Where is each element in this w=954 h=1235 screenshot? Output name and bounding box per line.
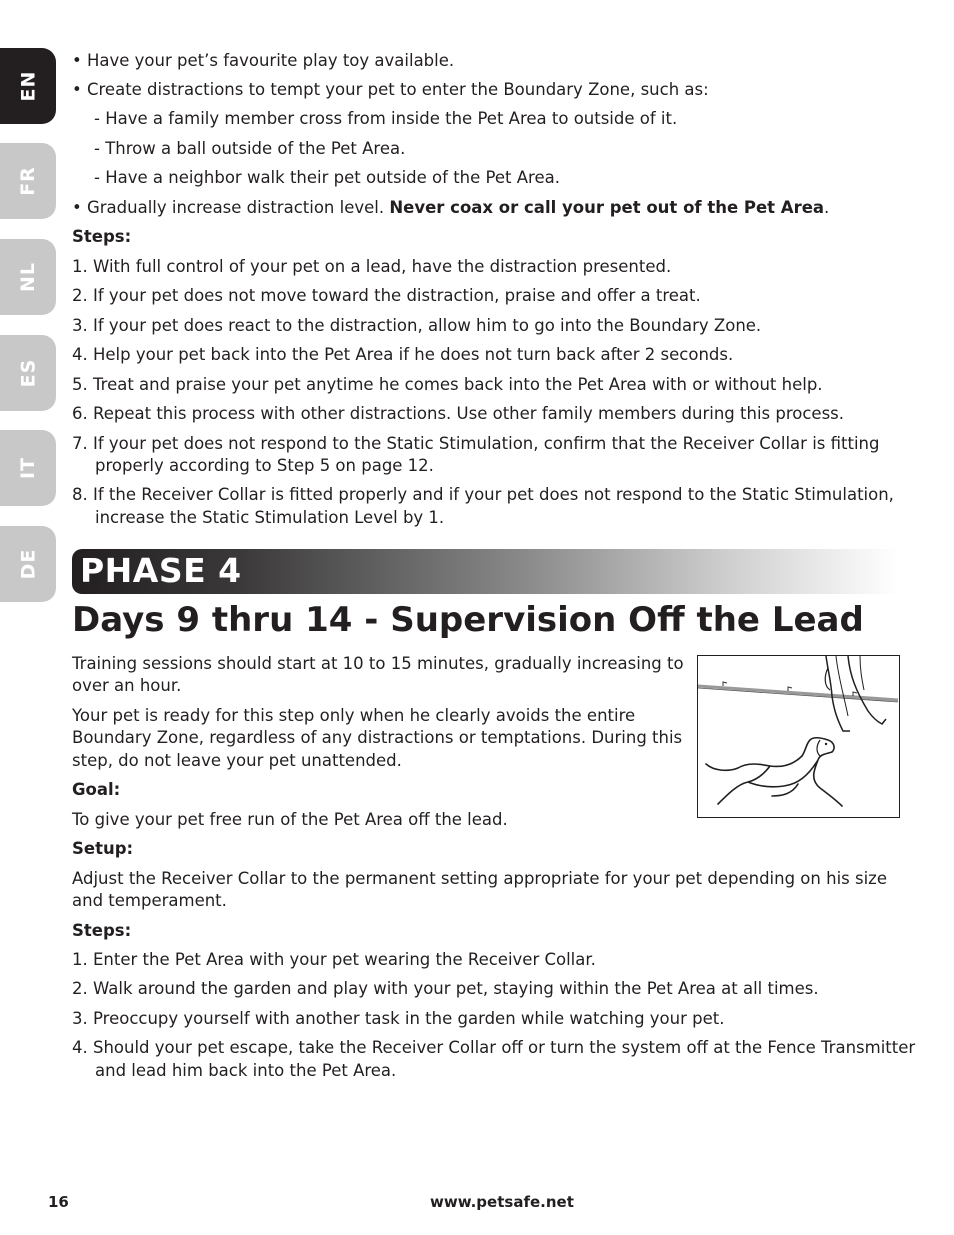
sub-item: - Throw a ball outside of the Pet Area. <box>94 139 406 158</box>
step-item: 7. If your pet does not respond to the Static Stimulation, confirm that the Receiver Collar is fitting <box>72 434 880 453</box>
step-item: 1. With full control of your pet on a lead, have the distraction presented. <box>72 257 672 276</box>
section-heading: Days 9 thru 14 - Supervision Off the Lead <box>72 600 864 640</box>
paragraph-line: Training sessions should start at 10 to 15 minutes, gradually increasing to <box>72 654 684 673</box>
step-item: 4. Help your pet back into the Pet Area if he does not turn back after 2 seconds. <box>72 345 734 364</box>
phase-title: PHASE 4 <box>80 551 242 590</box>
setup-text-cont: and temperament. <box>72 891 227 910</box>
tab-label: DE <box>16 548 39 580</box>
paragraph-line: step, do not leave your pet unattended. <box>72 751 402 770</box>
bullet-text: Have your pet’s favourite play toy available. <box>86 51 455 70</box>
step-item: 2. Walk around the garden and play with your pet, staying within the Pet Area at all times. <box>72 979 819 998</box>
paragraph-line: Your pet is ready for this step only when he clearly avoids the entire <box>72 706 636 725</box>
tab-label: NL <box>16 261 39 293</box>
bullet-item: • Create distractions to tempt your pet to enter the Boundary Zone, such as: <box>72 80 709 99</box>
sub-item: - Have a neighbor walk their pet outside of the Pet Area. <box>94 168 560 187</box>
steps-label: Steps: <box>72 227 132 246</box>
tab-nl[interactable] <box>0 239 56 315</box>
step-item: 8. If the Receiver Collar is fitted properly and if your pet does not respond to the Static Stimulation, <box>72 485 894 504</box>
footer-url[interactable]: www.petsafe.net <box>430 1193 574 1211</box>
steps-label: Steps: <box>72 921 132 940</box>
bullet-item: • Have your pet’s favourite play toy available. <box>72 51 455 70</box>
tab-label: FR <box>16 166 39 196</box>
tab-label: ES <box>16 358 39 388</box>
step-item-cont: and lead him back into the Pet Area. <box>95 1061 397 1080</box>
page-number: 16 <box>48 1193 69 1211</box>
tab-de[interactable] <box>0 526 56 602</box>
step-item: 3. If your pet does react to the distraction, allow him to go into the Boundary Zone. <box>72 316 762 335</box>
setup-label: Setup: <box>72 839 134 858</box>
tab-it[interactable] <box>0 430 56 506</box>
step-item: 3. Preoccupy yourself with another task in the garden while watching your pet. <box>72 1009 725 1028</box>
paragraph-line: Boundary Zone, regardless of any distractions or temptations. During this <box>72 728 683 747</box>
step-item: 4. Should your pet escape, take the Receiver Collar off or turn the system off at the Fence Transmitter <box>72 1038 916 1057</box>
warning-text: Never coax or call your pet out of the Pet Area <box>389 198 825 217</box>
step-item-cont: increase the Static Stimulation Level by 1. <box>95 508 445 527</box>
step-item: 2. If your pet does not move toward the distraction, praise and offer a treat. <box>72 286 701 305</box>
illustration-svg <box>698 656 899 817</box>
tab-label: IT <box>17 456 39 480</box>
tab-label: EN <box>16 70 39 102</box>
bullet-item: • Gradually increase distraction level. Never coax or call your pet out of the Pet Area. <box>72 198 830 217</box>
tab-en[interactable] <box>0 48 56 124</box>
goal-label: Goal: <box>72 780 121 799</box>
sub-item: - Have a family member cross from inside the Pet Area to outside of it. <box>94 109 678 128</box>
step-item: 6. Repeat this process with other distractions. Use other family members during this process. <box>72 404 845 423</box>
goal-text: To give your pet free run of the Pet Area off the lead. <box>72 810 508 829</box>
step-item-cont: properly according to Step 5 on page 12. <box>95 456 434 475</box>
bullet-text: Gradually increase distraction level. <box>86 198 390 217</box>
phase-banner <box>72 549 898 594</box>
setup-text: Adjust the Receiver Collar to the permanent setting appropriate for your pet depending on his size <box>72 869 887 888</box>
bullet-text: Create distractions to tempt your pet to enter the Boundary Zone, such as: <box>86 80 709 99</box>
bullet-text: . <box>824 198 830 217</box>
tab-es[interactable] <box>0 335 56 411</box>
step-item: 5. Treat and praise your pet anytime he comes back into the Pet Area with or without help. <box>72 375 823 394</box>
dog-running-illustration <box>697 655 900 818</box>
step-item: 1. Enter the Pet Area with your pet wearing the Receiver Collar. <box>72 950 596 969</box>
tab-fr[interactable] <box>0 143 56 219</box>
paragraph-line: over an hour. <box>72 676 182 695</box>
